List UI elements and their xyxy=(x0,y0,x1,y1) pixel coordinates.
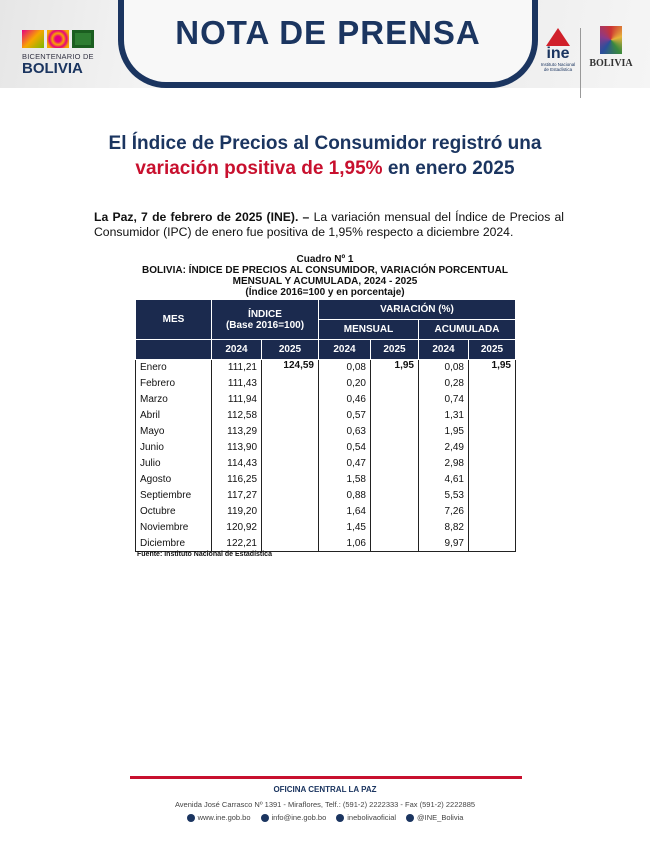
header-acumulada: ACUMULADA xyxy=(419,320,516,340)
cell-m25 xyxy=(371,520,419,536)
table-row xyxy=(136,440,516,456)
header-indice: ÍNDICE (Base 2016=100) xyxy=(212,300,319,340)
cell-m24: 1,58 xyxy=(319,472,371,488)
cell-m25 xyxy=(371,376,419,392)
cell-i25 xyxy=(262,440,319,456)
cell-a25 xyxy=(469,520,516,536)
header-mensual: MENSUAL xyxy=(319,320,419,340)
cell-a25 xyxy=(469,472,516,488)
table-row xyxy=(136,456,516,472)
footer-email[interactable]: info@ine.gob.bo xyxy=(261,813,327,822)
cell-a24: 4,61 xyxy=(419,472,469,488)
table-number: Cuadro Nº 1 xyxy=(296,254,354,265)
cell-mes: Abril xyxy=(136,408,212,424)
cell-i25 xyxy=(262,424,319,440)
cell-m25 xyxy=(371,440,419,456)
cell-i24: 113,29 xyxy=(212,424,262,440)
cell-mes: Enero xyxy=(136,360,212,376)
cell-i24: 116,25 xyxy=(212,472,262,488)
cell-m24: 0,47 xyxy=(319,456,371,472)
cell-a24: 1,31 xyxy=(419,408,469,424)
cell-i25 xyxy=(262,408,319,424)
table-row xyxy=(136,360,516,376)
cell-a24: 7,26 xyxy=(419,504,469,520)
cell-a24: 8,82 xyxy=(419,520,469,536)
cell-m24: 0,46 xyxy=(319,392,371,408)
cell-i25 xyxy=(262,392,319,408)
cell-a25: 1,95 xyxy=(469,360,516,376)
cell-i25: 124,59 xyxy=(262,360,319,376)
cell-mes: Junio xyxy=(136,440,212,456)
cell-m24: 0,08 xyxy=(319,360,371,376)
cell-m24: 1,64 xyxy=(319,504,371,520)
cell-i25 xyxy=(262,536,319,552)
cell-a24: 1,95 xyxy=(419,424,469,440)
table-title-2: MENSUAL Y ACUMULADA, 2024 - 2025 xyxy=(232,276,418,287)
cell-a24: 0,08 xyxy=(419,360,469,376)
lead-paragraph: La Paz, 7 de febrero de 2025 (INE). – La variación mensual del Índice de Precios al Consumidor (IPC) de enero fue positiva de 1,95% respecto a diciembre 2024. xyxy=(94,210,565,239)
ipc-table xyxy=(135,299,516,552)
cell-a25 xyxy=(469,456,516,472)
cell-a24: 0,28 xyxy=(419,376,469,392)
header-year: 2025 xyxy=(262,340,319,360)
cell-i25 xyxy=(262,456,319,472)
header-year: 2025 xyxy=(469,340,516,360)
table-row xyxy=(136,488,516,504)
cell-m24: 1,45 xyxy=(319,520,371,536)
footer-web[interactable]: www.ine.gob.bo xyxy=(187,813,251,822)
cell-a25 xyxy=(469,536,516,552)
cell-i25 xyxy=(262,472,319,488)
cell-mes: Noviembre xyxy=(136,520,212,536)
cell-a24: 0,74 xyxy=(419,392,469,408)
cell-m25 xyxy=(371,408,419,424)
footer-contacts xyxy=(0,813,650,822)
table-subtitle: (Índice 2016=100 y en porcentaje) xyxy=(245,287,405,298)
cell-a24: 2,49 xyxy=(419,440,469,456)
header-variacion: VARIACIÓN (%) xyxy=(319,300,516,320)
cell-i24: 122,21 xyxy=(212,536,262,552)
cell-mes: Mayo xyxy=(136,424,212,440)
cell-mes: Agosto xyxy=(136,472,212,488)
cell-mes: Julio xyxy=(136,456,212,472)
header-year: 2024 xyxy=(319,340,371,360)
footer-facebook[interactable]: inebolivaoficial xyxy=(336,813,396,822)
cell-i24: 114,43 xyxy=(212,456,262,472)
table-row xyxy=(136,392,516,408)
cell-m24: 0,63 xyxy=(319,424,371,440)
cell-i24: 113,90 xyxy=(212,440,262,456)
cell-i24: 112,58 xyxy=(212,408,262,424)
cell-i24: 111,43 xyxy=(212,376,262,392)
cell-mes: Marzo xyxy=(136,392,212,408)
press-release-banner xyxy=(118,0,538,88)
cell-i25 xyxy=(262,376,319,392)
cell-i24: 111,21 xyxy=(212,360,262,376)
cell-mes: Diciembre xyxy=(136,536,212,552)
cell-m25 xyxy=(371,424,419,440)
globe-icon xyxy=(187,814,195,822)
table-row xyxy=(136,408,516,424)
cell-m24: 0,20 xyxy=(319,376,371,392)
cell-m24: 0,88 xyxy=(319,488,371,504)
banner-title: NOTA DE PRENSA xyxy=(175,14,481,51)
cell-m24: 0,54 xyxy=(319,440,371,456)
cell-m24: 0,57 xyxy=(319,408,371,424)
table-title: BOLIVIA: ÍNDICE DE PRECIOS AL CONSUMIDOR, VARIACIÓN PORCENTUAL xyxy=(142,265,508,276)
cell-m25 xyxy=(371,456,419,472)
footer-address: Avenida José Carrasco Nº 1391 - Miraflores, Telf.: (591-2) 2222333 - Fax (591-2) 2222885 xyxy=(174,800,476,809)
headline: El Índice de Precios al Consumidor registró una variación positiva de 1,95% en enero 2025 xyxy=(108,133,542,179)
logo-divider xyxy=(580,28,581,98)
header-year: 2025 xyxy=(371,340,419,360)
header-year: 2024 xyxy=(212,340,262,360)
table-row xyxy=(136,424,516,440)
cell-a25 xyxy=(469,488,516,504)
cell-mes: Octubre xyxy=(136,504,212,520)
cell-m25: 1,95 xyxy=(371,360,419,376)
cell-i24: 120,92 xyxy=(212,520,262,536)
header-mes: MES xyxy=(136,300,212,340)
cell-m25 xyxy=(371,488,419,504)
cell-a25 xyxy=(469,408,516,424)
ine-logo: ine Instituto Nacional de Estadística xyxy=(540,28,576,72)
cell-a25 xyxy=(469,504,516,520)
cell-a24: 2,98 xyxy=(419,456,469,472)
estado-plurinacional-logo: BOLIVIA xyxy=(586,26,636,69)
footer-office: OFICINA CENTRAL LA PAZ xyxy=(273,785,377,794)
table-row xyxy=(136,520,516,536)
cell-a24: 5,53 xyxy=(419,488,469,504)
cell-m25 xyxy=(371,392,419,408)
cell-a25 xyxy=(469,376,516,392)
email-icon xyxy=(261,814,269,822)
cell-m25 xyxy=(371,472,419,488)
table-row xyxy=(136,504,516,520)
cell-a25 xyxy=(469,440,516,456)
cell-a24: 9,97 xyxy=(419,536,469,552)
table-source: Fuente: Instituto Nacional de Estadística xyxy=(137,551,272,558)
cell-i24: 117,27 xyxy=(212,488,262,504)
footer-x[interactable]: @INE_Bolivia xyxy=(406,813,463,822)
cell-m25 xyxy=(371,536,419,552)
table-row xyxy=(136,536,516,552)
cell-m24: 1,06 xyxy=(319,536,371,552)
cell-mes: Septiembre xyxy=(136,488,212,504)
cell-a25 xyxy=(469,392,516,408)
cell-i24: 119,20 xyxy=(212,504,262,520)
x-icon xyxy=(406,814,414,822)
cell-mes: Febrero xyxy=(136,376,212,392)
table-row xyxy=(136,376,516,392)
cell-m25 xyxy=(371,504,419,520)
header-year: 2024 xyxy=(419,340,469,360)
cell-i24: 111,94 xyxy=(212,392,262,408)
footer-divider xyxy=(130,776,522,779)
cell-i25 xyxy=(262,504,319,520)
cell-i25 xyxy=(262,488,319,504)
header xyxy=(0,0,650,88)
cell-i25 xyxy=(262,520,319,536)
bicentenario-logo: BICENTENARIO DE BOLIVIA xyxy=(22,30,102,76)
facebook-icon xyxy=(336,814,344,822)
cell-a25 xyxy=(469,424,516,440)
table-row xyxy=(136,472,516,488)
